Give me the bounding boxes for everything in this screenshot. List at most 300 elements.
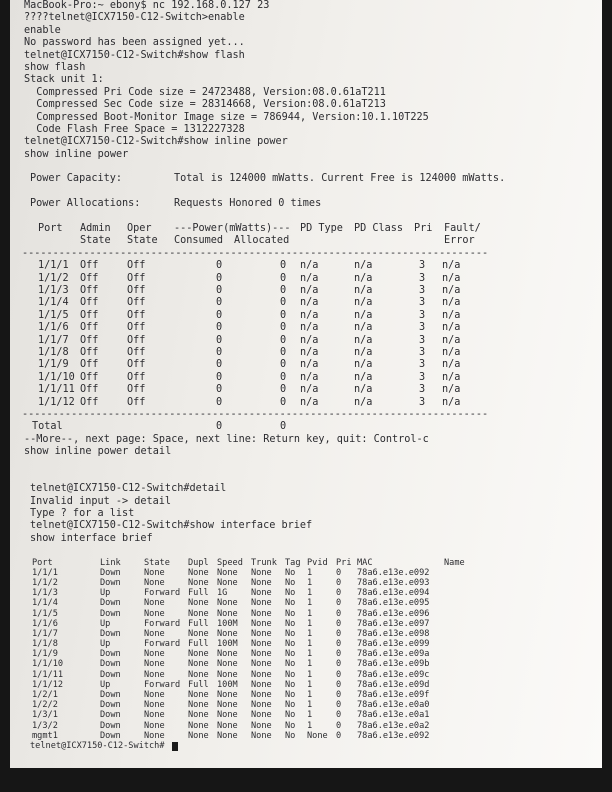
power-table-row <box>24 359 600 371</box>
cell-trunk: None <box>251 690 272 701</box>
cell-mac: 78a6.e13e.e099 <box>357 639 430 650</box>
cell-speed: None <box>217 669 238 680</box>
cell-mac: 78a6.e13e.e092 <box>357 730 430 741</box>
cell-pvid: 1 <box>307 679 313 690</box>
cell-link: Down <box>100 567 121 578</box>
interface-table-row <box>24 649 600 659</box>
cell-link: Up <box>100 639 111 650</box>
output-line: Code Flash Free Space = 1312227328 <box>24 123 245 135</box>
cell-admin-state: Off <box>80 334 99 346</box>
cell-link: Down <box>100 690 121 701</box>
cell-dupl: None <box>188 669 209 680</box>
cell-fault-error: n/a <box>442 359 461 371</box>
cell-link: Down <box>100 669 121 680</box>
cell-link: Down <box>100 710 121 721</box>
cell-allocated: 0 <box>280 322 287 334</box>
cell-pd-type: n/a <box>300 346 319 358</box>
cell-fault-error: n/a <box>442 284 461 296</box>
col-header: Pri <box>336 557 352 568</box>
cell-fault-error: n/a <box>442 334 461 346</box>
cell-port: 1/2/1 <box>32 690 58 701</box>
col-header: Dupl <box>188 557 209 568</box>
cell-fault-error: n/a <box>442 297 461 309</box>
power-table-row <box>24 384 600 396</box>
cell-dupl: None <box>188 659 209 670</box>
cell-tag: No <box>285 710 296 721</box>
cell-pri: 0 <box>336 577 342 588</box>
cell-pri: 0 <box>336 628 342 639</box>
cell-dupl: None <box>188 690 209 701</box>
cell-mac: 78a6.e13e.e092 <box>357 567 430 578</box>
interface-table-row <box>24 609 600 619</box>
cell-pd-class: n/a <box>354 297 373 309</box>
cell-pri: 0 <box>336 690 342 701</box>
cell-allocated: 0 <box>280 384 287 396</box>
cell-pd-class: n/a <box>354 396 373 408</box>
cell-admin-state: Off <box>80 359 99 371</box>
power-capacity-label: Power Capacity: <box>30 173 123 185</box>
cell-admin-state: Off <box>80 371 99 383</box>
cell-dupl: None <box>188 710 209 721</box>
cell-trunk: None <box>251 710 272 721</box>
cell-allocated: 0 <box>280 297 287 309</box>
power-allocations-value: Requests Honored 0 times <box>174 198 322 210</box>
cell-priority: 3 <box>419 260 426 272</box>
cell-admin-state: Off <box>80 346 99 358</box>
power-allocations-line <box>24 198 600 210</box>
col-header: Consumed <box>174 235 224 247</box>
cell-consumed: 0 <box>216 346 223 358</box>
cell-mac: 78a6.e13e.e0a2 <box>357 720 430 731</box>
cell-consumed: 0 <box>216 334 223 346</box>
cell-tag: No <box>285 588 296 599</box>
cell-port: 1/1/8 <box>38 346 69 358</box>
col-header: Speed <box>217 557 243 568</box>
power-table-header <box>24 223 600 235</box>
cell-pri: 0 <box>336 700 342 711</box>
cell-port: 1/1/10 <box>32 659 64 670</box>
cell-pd-type: n/a <box>300 322 319 334</box>
power-table-row <box>24 297 600 309</box>
cell-trunk: None <box>251 649 272 660</box>
power-table-header <box>24 235 600 247</box>
cell-fault-error: n/a <box>442 396 461 408</box>
cell-admin-state: Off <box>80 396 99 408</box>
col-header: State <box>127 235 158 247</box>
cell-pvid: 1 <box>307 588 313 599</box>
cell-pri: 0 <box>336 679 342 690</box>
power-total-row <box>24 421 600 433</box>
cell-link: Down <box>100 598 121 609</box>
output-line: Stack unit 1: <box>24 74 104 86</box>
output-line: show inline power detail <box>24 446 172 458</box>
interface-table-header <box>24 558 600 568</box>
cell-pri: 0 <box>336 710 342 721</box>
power-table-row <box>24 260 600 272</box>
cell-port: 1/1/2 <box>38 272 69 284</box>
cell-trunk: None <box>251 659 272 670</box>
cell-oper-state: Off <box>127 322 146 334</box>
cell-port: 1/1/6 <box>32 618 58 629</box>
cell-pri: 0 <box>336 608 342 619</box>
cell-port: 1/1/4 <box>38 297 69 309</box>
cell-dupl: None <box>188 598 209 609</box>
cell-dupl: Full <box>188 588 209 599</box>
cell-pd-type: n/a <box>300 371 319 383</box>
cell-pvid: 1 <box>307 720 313 731</box>
col-header: Name <box>444 557 465 568</box>
cell-state: Forward <box>144 639 181 650</box>
separator: ---------------------------------------------------------------------------- <box>22 408 489 420</box>
cell-trunk: None <box>251 628 272 639</box>
cell-state: None <box>144 659 165 670</box>
cell-tag: No <box>285 669 296 680</box>
cell-speed: None <box>217 608 238 619</box>
cell-link: Down <box>100 608 121 619</box>
cell-trunk: None <box>251 588 272 599</box>
cell-admin-state: Off <box>80 297 99 309</box>
cell-dupl: None <box>188 567 209 578</box>
cell-oper-state: Off <box>127 396 146 408</box>
cell-pvid: 1 <box>307 628 313 639</box>
power-allocations-label: Power Allocations: <box>30 198 141 210</box>
output-line: show inline power <box>24 148 129 160</box>
cell-state: None <box>144 700 165 711</box>
cell-consumed: 0 <box>216 371 223 383</box>
total-consumed: 0 <box>216 421 223 433</box>
cell-pd-type: n/a <box>300 297 319 309</box>
cell-consumed: 0 <box>216 322 223 334</box>
cell-tag: No <box>285 618 296 629</box>
cell-port: 1/1/9 <box>32 649 58 660</box>
cell-pd-class: n/a <box>354 284 373 296</box>
cell-admin-state: Off <box>80 309 99 321</box>
cell-trunk: None <box>251 639 272 650</box>
final-prompt: telnet@ICX7150-C12-Switch# <box>30 740 165 751</box>
cell-state: None <box>144 598 165 609</box>
cell-allocated: 0 <box>280 309 287 321</box>
col-header: ---Power(mWatts)--- <box>174 223 291 235</box>
cell-consumed: 0 <box>216 384 223 396</box>
cell-allocated: 0 <box>280 334 287 346</box>
cell-pri: 0 <box>336 649 342 660</box>
cell-allocated: 0 <box>280 346 287 358</box>
interface-table-row <box>24 639 600 649</box>
cell-pd-type: n/a <box>300 284 319 296</box>
cell-priority: 3 <box>419 384 426 396</box>
cell-state: None <box>144 730 165 741</box>
col-header: Link <box>100 557 121 568</box>
cell-pvid: 1 <box>307 669 313 680</box>
power-table-row <box>24 335 600 347</box>
interface-table-row <box>24 598 600 608</box>
cell-pri: 0 <box>336 567 342 578</box>
cell-trunk: None <box>251 598 272 609</box>
interface-table-row <box>24 700 600 710</box>
cell-allocated: 0 <box>280 272 287 284</box>
cell-tag: No <box>285 608 296 619</box>
total-label: Total <box>32 421 63 433</box>
power-table-row <box>24 347 600 359</box>
bezel <box>10 768 602 792</box>
col-header: MAC <box>357 557 373 568</box>
cell-tag: No <box>285 567 296 578</box>
cell-link: Down <box>100 649 121 660</box>
cell-pri: 0 <box>336 618 342 629</box>
power-table-row <box>24 273 600 285</box>
col-header: Port <box>38 223 63 235</box>
col-header: Trunk <box>251 557 277 568</box>
power-table-row <box>24 372 600 384</box>
cell-pvid: 1 <box>307 598 313 609</box>
cell-dupl: Full <box>188 639 209 650</box>
cell-admin-state: Off <box>80 384 99 396</box>
cell-port: 1/1/3 <box>32 588 58 599</box>
cell-mac: 78a6.e13e.e094 <box>357 588 430 599</box>
cell-pd-type: n/a <box>300 384 319 396</box>
cell-allocated: 0 <box>280 359 287 371</box>
cell-state: None <box>144 649 165 660</box>
cell-oper-state: Off <box>127 346 146 358</box>
output-line: show flash <box>24 61 86 73</box>
col-header: State <box>80 235 111 247</box>
cell-speed: None <box>217 720 238 731</box>
cell-fault-error: n/a <box>442 384 461 396</box>
cell-state: None <box>144 628 165 639</box>
cell-trunk: None <box>251 730 272 741</box>
cell-link: Up <box>100 618 111 629</box>
command-line: telnet@ICX7150-C12-Switch#show inline power <box>24 136 288 148</box>
cell-state: None <box>144 669 165 680</box>
cell-state: None <box>144 710 165 721</box>
cell-state: None <box>144 567 165 578</box>
cell-admin-state: Off <box>80 272 99 284</box>
cell-pri: 0 <box>336 659 342 670</box>
cell-pd-class: n/a <box>354 359 373 371</box>
cell-fault-error: n/a <box>442 371 461 383</box>
cell-speed: None <box>217 628 238 639</box>
cell-tag: No <box>285 628 296 639</box>
cell-trunk: None <box>251 608 272 619</box>
cell-priority: 3 <box>419 396 426 408</box>
cell-pvid: 1 <box>307 700 313 711</box>
cell-port: 1/1/10 <box>38 371 75 383</box>
cell-oper-state: Off <box>127 272 146 284</box>
cell-link: Down <box>100 628 121 639</box>
command-line: telnet@ICX7150-C12-Switch#detail <box>30 483 227 495</box>
interface-table-row <box>24 659 600 669</box>
interface-table-row <box>24 568 600 578</box>
cell-tag: No <box>285 730 296 741</box>
output-line: Compressed Sec Code size = 28314668, Version:08.0.61aT213 <box>24 99 386 111</box>
cell-fault-error: n/a <box>442 260 461 272</box>
cell-pd-type: n/a <box>300 359 319 371</box>
cell-mac: 78a6.e13e.e098 <box>357 628 430 639</box>
cell-trunk: None <box>251 618 272 629</box>
cell-dupl: Full <box>188 618 209 629</box>
cell-pd-class: n/a <box>354 260 373 272</box>
cell-port: 1/1/9 <box>38 359 69 371</box>
col-header: Port <box>32 557 53 568</box>
col-header: Oper <box>127 223 152 235</box>
output-line: Invalid input -> detail <box>30 495 172 507</box>
cell-pvid: None <box>307 730 328 741</box>
cell-port: 1/1/11 <box>38 384 75 396</box>
cell-port: 1/1/1 <box>38 260 69 272</box>
cell-pvid: 1 <box>307 608 313 619</box>
cell-pvid: 1 <box>307 649 313 660</box>
cell-speed: None <box>217 690 238 701</box>
col-header: PD Class <box>354 223 404 235</box>
cell-port: 1/1/3 <box>38 284 69 296</box>
cell-state: None <box>144 690 165 701</box>
cell-speed: None <box>217 710 238 721</box>
cell-mac: 78a6.e13e.e09a <box>357 649 430 660</box>
cell-pd-class: n/a <box>354 309 373 321</box>
cell-pd-type: n/a <box>300 260 319 272</box>
cell-oper-state: Off <box>127 309 146 321</box>
cell-consumed: 0 <box>216 359 223 371</box>
cell-link: Down <box>100 700 121 711</box>
col-header: Admin <box>80 223 111 235</box>
cell-dupl: None <box>188 720 209 731</box>
cell-oper-state: Off <box>127 260 146 272</box>
cell-trunk: None <box>251 577 272 588</box>
power-table-row <box>24 322 600 334</box>
shell-prompt-line: MacBook-Pro:~ ebony$ nc 192.168.0.127 23 <box>24 0 270 11</box>
cell-port: 1/1/7 <box>32 628 58 639</box>
cell-tag: No <box>285 649 296 660</box>
cell-priority: 3 <box>419 297 426 309</box>
cell-oper-state: Off <box>127 334 146 346</box>
cell-oper-state: Off <box>127 284 146 296</box>
power-table-body <box>24 260 600 409</box>
cell-priority: 3 <box>419 371 426 383</box>
cell-priority: 3 <box>419 322 426 334</box>
cell-state: Forward <box>144 588 181 599</box>
cell-speed: 1G <box>217 588 228 599</box>
cell-pvid: 1 <box>307 567 313 578</box>
cell-trunk: None <box>251 700 272 711</box>
cell-speed: None <box>217 598 238 609</box>
cell-pd-type: n/a <box>300 309 319 321</box>
power-table-row <box>24 397 600 409</box>
cell-mac: 78a6.e13e.e095 <box>357 598 430 609</box>
cell-pd-type: n/a <box>300 396 319 408</box>
command-line: telnet@ICX7150-C12-Switch#show interface brief <box>30 520 313 532</box>
cell-port: 1/1/11 <box>32 669 64 680</box>
cell-pri: 0 <box>336 639 342 650</box>
cell-state: None <box>144 577 165 588</box>
cell-mac: 78a6.e13e.e096 <box>357 608 430 619</box>
cell-fault-error: n/a <box>442 272 461 284</box>
cell-pd-class: n/a <box>354 384 373 396</box>
cell-tag: No <box>285 639 296 650</box>
cell-port: 1/1/12 <box>38 396 75 408</box>
interface-table-row <box>24 578 600 588</box>
cell-pvid: 1 <box>307 659 313 670</box>
col-header: Pvid <box>307 557 328 568</box>
cell-link: Down <box>100 730 121 741</box>
cell-allocated: 0 <box>280 284 287 296</box>
cell-pri: 0 <box>336 730 342 741</box>
cell-port: 1/1/12 <box>32 679 64 690</box>
cell-port: 1/1/8 <box>32 639 58 650</box>
cell-pvid: 1 <box>307 618 313 629</box>
terminal-output[interactable] <box>24 0 600 751</box>
cell-mac: 78a6.e13e.e0a0 <box>357 700 430 711</box>
cell-admin-state: Off <box>80 260 99 272</box>
cell-trunk: None <box>251 679 272 690</box>
cell-port: mgmt1 <box>32 730 58 741</box>
interface-table-row <box>24 670 600 680</box>
cell-speed: None <box>217 730 238 741</box>
cell-link: Down <box>100 577 121 588</box>
cell-trunk: None <box>251 720 272 731</box>
power-table-row <box>24 310 600 322</box>
cell-pd-type: n/a <box>300 272 319 284</box>
cell-link: Up <box>100 588 111 599</box>
interface-table-row <box>24 721 600 731</box>
interface-table-row <box>24 710 600 720</box>
power-capacity-line <box>24 173 600 185</box>
cell-oper-state: Off <box>127 359 146 371</box>
output-line: Compressed Boot-Monitor Image size = 786944, Version:10.1.10T225 <box>24 111 429 123</box>
output-line: Compressed Pri Code size = 24723488, Version:08.0.61aT211 <box>24 86 386 98</box>
cell-allocated: 0 <box>280 260 287 272</box>
cell-speed: 100M <box>217 679 238 690</box>
final-prompt-line[interactable] <box>30 741 600 751</box>
cell-link: Down <box>100 720 121 731</box>
cell-port: 1/2/2 <box>32 700 58 711</box>
cell-trunk: None <box>251 669 272 680</box>
cell-pri: 0 <box>336 598 342 609</box>
cell-port: 1/1/5 <box>38 309 69 321</box>
cursor <box>172 742 178 751</box>
col-header: PD Type <box>300 223 343 235</box>
cell-tag: No <box>285 679 296 690</box>
interface-table-row <box>24 619 600 629</box>
cell-admin-state: Off <box>80 322 99 334</box>
cell-pvid: 1 <box>307 577 313 588</box>
cell-tag: No <box>285 659 296 670</box>
cell-fault-error: n/a <box>442 346 461 358</box>
cell-dupl: None <box>188 608 209 619</box>
cell-pd-class: n/a <box>354 272 373 284</box>
cell-mac: 78a6.e13e.e09f <box>357 690 430 701</box>
cell-dupl: Full <box>188 679 209 690</box>
cell-pd-class: n/a <box>354 346 373 358</box>
cell-priority: 3 <box>419 309 426 321</box>
interface-table-row <box>24 629 600 639</box>
cell-mac: 78a6.e13e.e09c <box>357 669 430 680</box>
cell-pvid: 1 <box>307 639 313 650</box>
col-header: Error <box>444 235 475 247</box>
cell-mac: 78a6.e13e.e093 <box>357 577 430 588</box>
cell-speed: None <box>217 700 238 711</box>
terminal-screen <box>10 0 602 792</box>
cell-pvid: 1 <box>307 690 313 701</box>
cell-priority: 3 <box>419 272 426 284</box>
power-table-row <box>24 285 600 297</box>
interface-table-body <box>24 568 600 741</box>
cell-tag: No <box>285 720 296 731</box>
cell-tag: No <box>285 690 296 701</box>
cell-priority: 3 <box>419 346 426 358</box>
cell-pri: 0 <box>336 720 342 731</box>
output-line: enable <box>24 24 61 36</box>
cell-consumed: 0 <box>216 396 223 408</box>
